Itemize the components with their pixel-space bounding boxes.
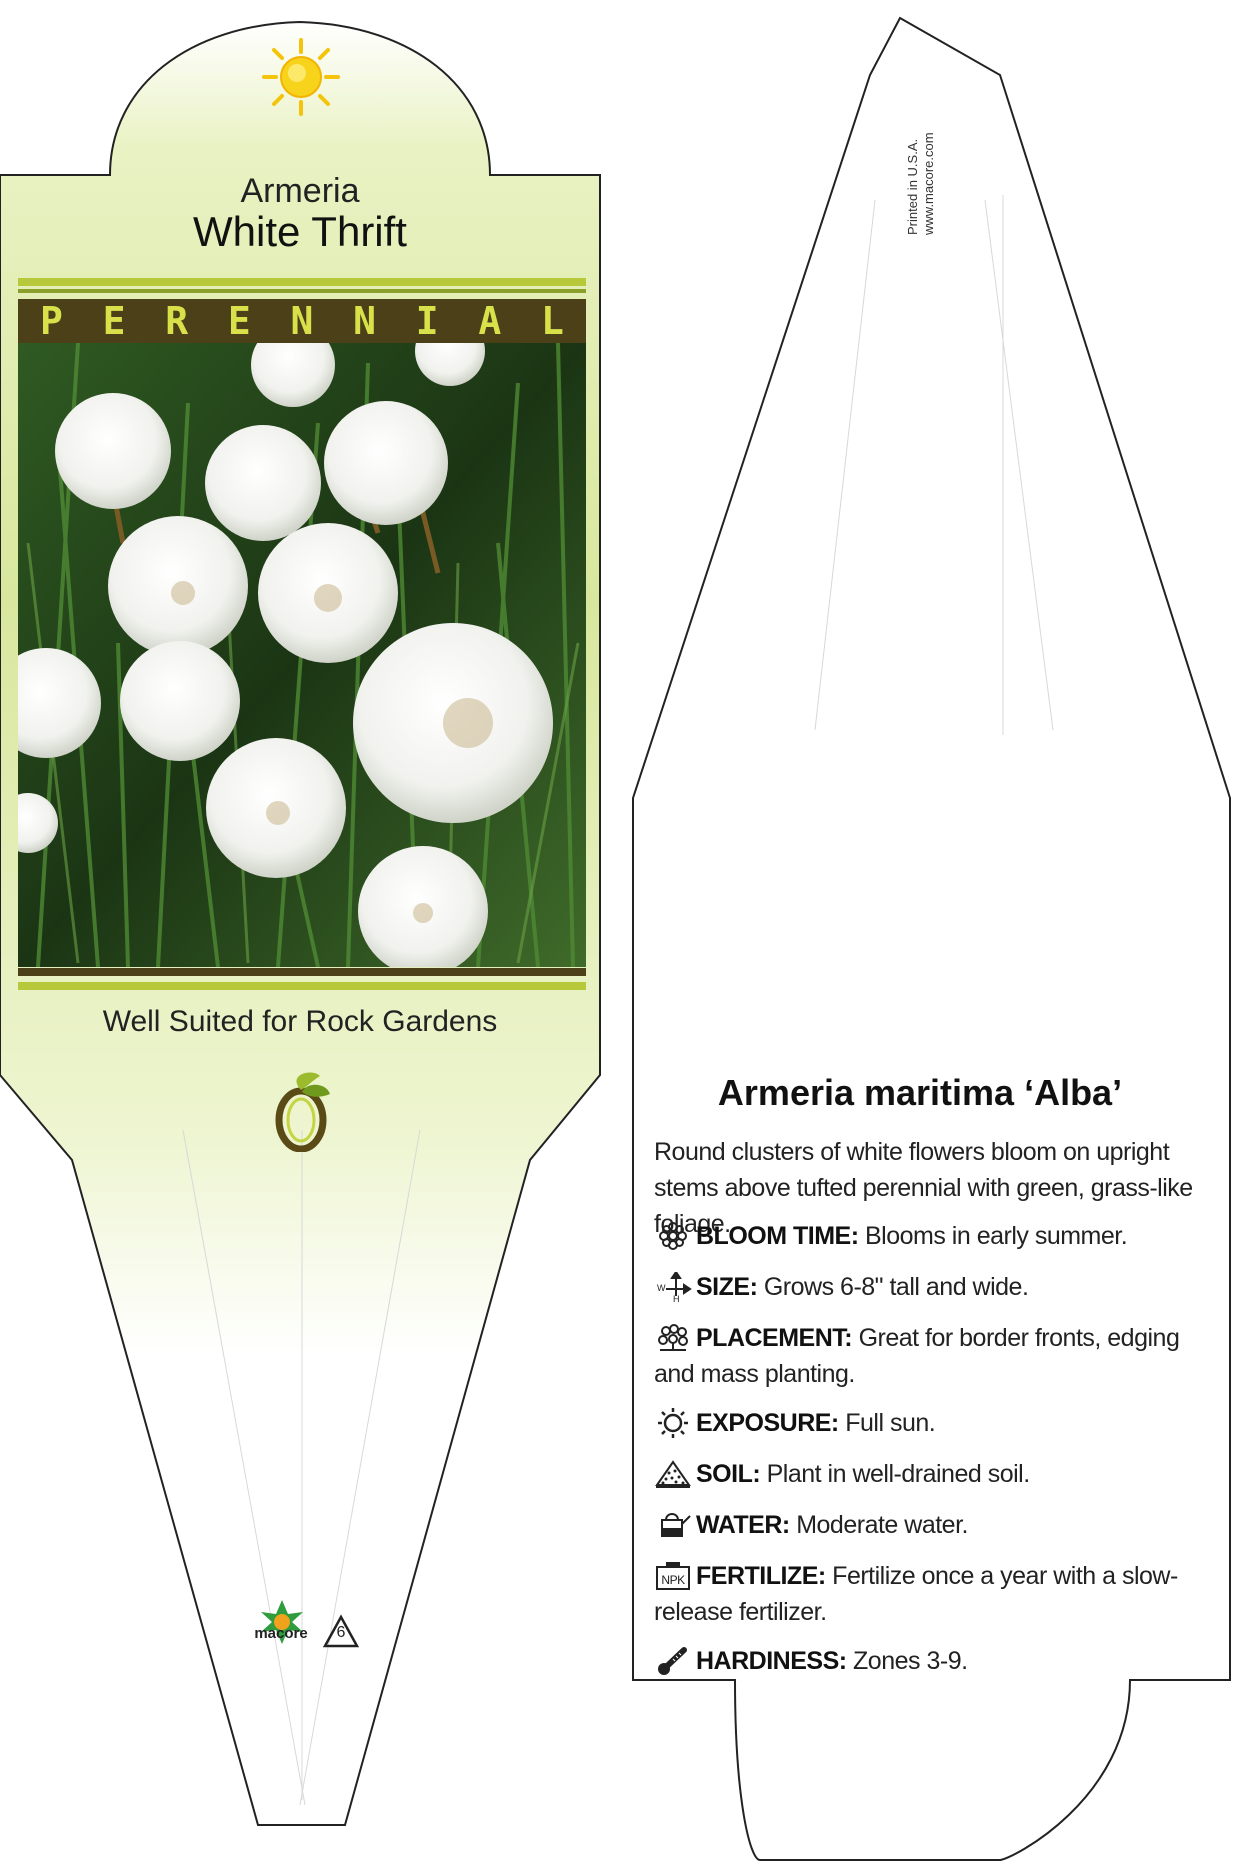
attribute-label: SOIL:	[696, 1460, 761, 1488]
description: Round clusters of white flowers bloom on upright stems above tufted perennial with green, grass-like foliage.	[654, 1138, 1193, 1238]
category-letter: L	[541, 299, 564, 343]
attribute-placement	[654, 1320, 1214, 1392]
soil-icon	[654, 1459, 692, 1489]
attribute-water	[654, 1507, 1214, 1543]
category-letter: E	[227, 299, 251, 343]
attribute-value: Plant in well-drained soil.	[766, 1460, 1030, 1488]
size-h-letter: H	[673, 1294, 679, 1302]
attribute-label: EXPOSURE:	[696, 1409, 839, 1437]
printed-line-2: www.macore.com	[921, 132, 936, 235]
attribute-label: BLOOM TIME:	[696, 1222, 859, 1250]
attribute-hardiness	[654, 1643, 1214, 1679]
sun-outline-icon	[654, 1408, 692, 1438]
flower-icon	[654, 1221, 692, 1251]
attribute-value: Blooms in early summer.	[864, 1222, 1128, 1250]
category-letter: N	[290, 299, 314, 343]
npk-text: NPK	[661, 1573, 685, 1587]
common-name: White Thrift	[193, 208, 407, 255]
brand-name: macore	[254, 1625, 308, 1642]
attribute-value: Great for border fronts, edging and mass planting.	[654, 1324, 1180, 1388]
placement-icon	[654, 1323, 692, 1353]
botanical-name: Armeria maritima ‘Alba’	[717, 1072, 1123, 1113]
attribute-label: HARDINESS:	[696, 1647, 847, 1675]
attribute-value: Full sun.	[845, 1409, 936, 1437]
category-letter: P	[40, 299, 63, 343]
sprout-logo-icon	[268, 1068, 338, 1152]
tagline: Well Suited for Rock Gardens	[102, 1005, 498, 1038]
npk-icon	[654, 1561, 692, 1591]
recycle-code: 6	[336, 1624, 346, 1641]
category-letter: A	[478, 299, 502, 343]
watering-can-icon	[654, 1510, 692, 1540]
attribute-value: Moderate water.	[796, 1511, 968, 1539]
plant-photo	[18, 343, 586, 967]
category-letter: I	[415, 299, 439, 343]
sun-icon	[262, 38, 340, 116]
attribute-value: Grows 6-8" tall and wide.	[763, 1273, 1029, 1301]
attribute-label: PLACEMENT:	[696, 1324, 853, 1352]
thermometer-icon	[654, 1646, 692, 1676]
category-letter: E	[102, 299, 126, 343]
attribute-size	[654, 1269, 1214, 1305]
attribute-value: Fertilize once a year with a slow-release fertilizer.	[654, 1562, 1178, 1626]
size-arrows-icon	[654, 1272, 692, 1302]
attribute-value: Zones 3-9.	[853, 1647, 968, 1675]
printed-info	[905, 35, 937, 235]
attribute-label: FERTILIZE:	[696, 1562, 826, 1590]
attribute-label: SIZE:	[696, 1273, 758, 1301]
category-label	[18, 298, 586, 344]
attribute-exposure	[654, 1405, 1214, 1441]
category-letter: R	[165, 299, 189, 343]
attribute-label: WATER:	[696, 1511, 790, 1539]
attribute-bloom-time	[654, 1218, 1214, 1254]
attribute-soil	[654, 1456, 1214, 1492]
size-w-letter: W	[657, 1283, 665, 1293]
printed-line-1: Printed in U.S.A.	[905, 138, 920, 235]
category-letter: N	[353, 299, 377, 343]
genus-name: Armeria	[240, 172, 360, 210]
attribute-fertilize	[654, 1558, 1214, 1630]
